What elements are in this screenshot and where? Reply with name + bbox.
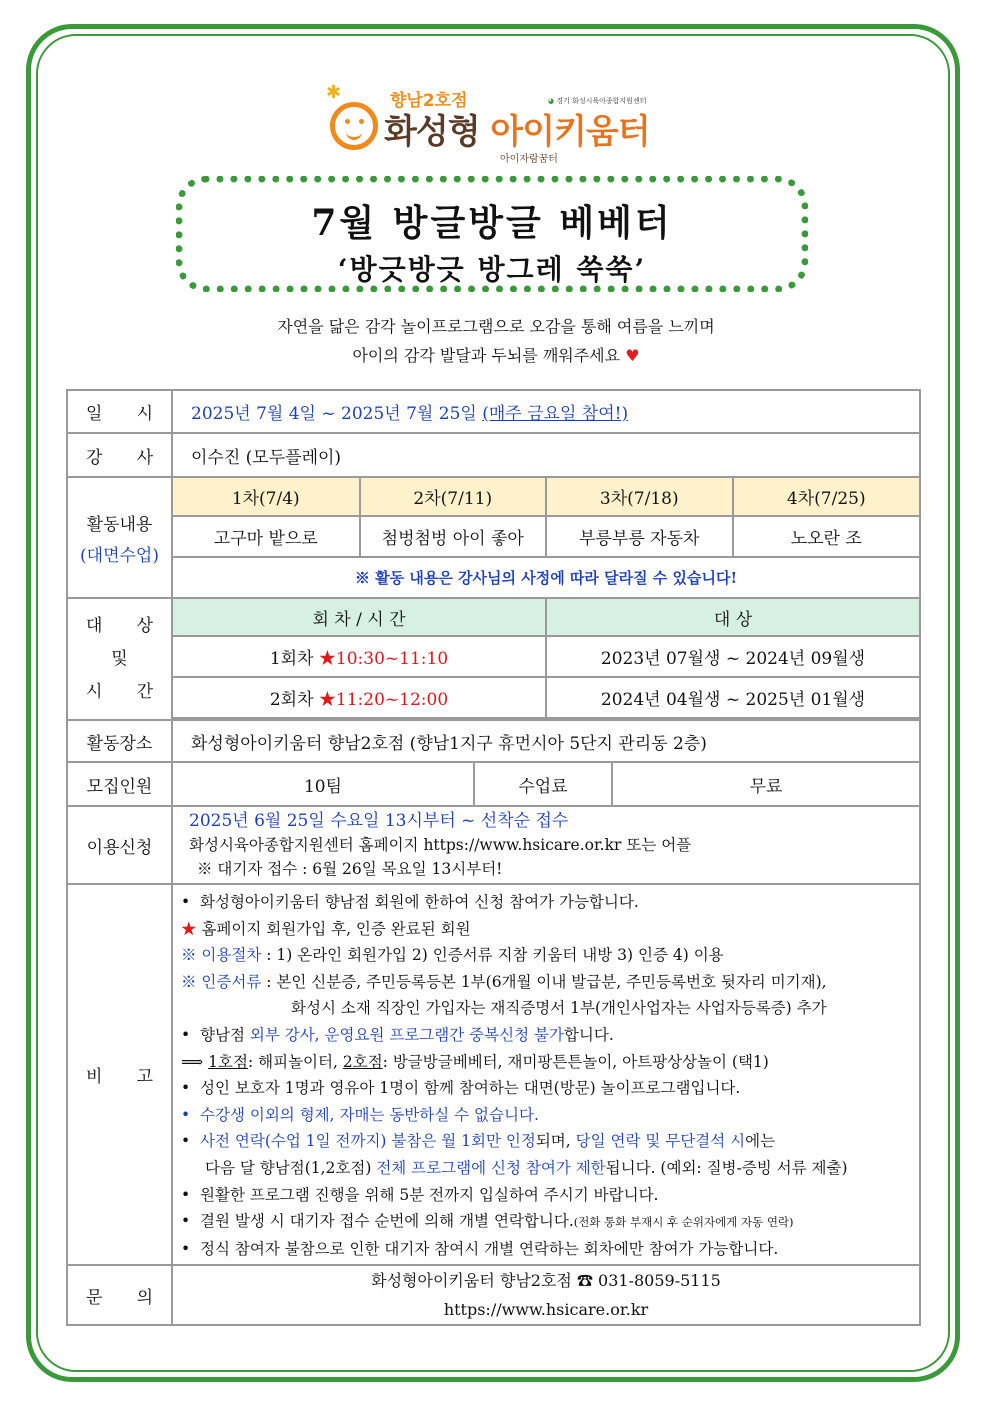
round-time: 2회차 ★11:20~12:00 [173, 677, 546, 718]
header-target: 대 상 [546, 599, 919, 636]
remark-item: • 정식 참여자 불참으로 인한 대기자 참여시 개별 연락하는 회차에만 참여가 가능합니다. [181, 1239, 779, 1258]
page-title: 7월 방글방글 베베터 [311, 202, 673, 244]
apply-waitlist: ※ 대기자 접수 : 6월 26일 목요일 13시부터! [197, 860, 503, 878]
smiley-face-icon [330, 102, 378, 150]
session-round: 3차(7/18) [546, 478, 733, 516]
remark-item: • 화성형아이키움터 향남점 회원에 한하여 신청 참여가 가능합니다. [181, 893, 639, 911]
remark-item: ⟹ 1호점: 해피놀이터, 2호점: 방글방글베베터, 재미팡튼튼놀이, 아트팡상상놀이 (택1) [181, 1052, 769, 1071]
instructor-value: 이수진 (모두플레이) [172, 433, 920, 477]
row-remarks [67, 884, 920, 1265]
row-schedule [67, 390, 920, 433]
session-round: 1차(7/4) [173, 478, 360, 516]
row-apply [67, 806, 920, 884]
title-box [176, 176, 808, 292]
star-icon: ★ [181, 919, 197, 938]
label-target: 대 상 및 시 간 [67, 598, 172, 720]
star-icon: ✱ [326, 82, 342, 103]
round-target: 2023년 07월생 ~ 2024년 09월생 [546, 636, 919, 677]
row-place [67, 720, 920, 762]
recruit-count: 10팀 [173, 763, 474, 805]
remark-item: • 사전 연락(수업 1일 전까지) 불참은 월 1회만 인정되며, 당일 연락 및 무단결석 시에는 [181, 1132, 776, 1151]
remark-item: • 원활한 프로그램 진행을 위해 5분 전까지 입실하여 주시기 바랍니다. [181, 1185, 659, 1204]
center-logo: ◕ 경기 화성시육아종합지원센터 [548, 97, 647, 105]
activities-notice: ※ 활동 내용은 강사님의 사정에 따라 달라질 수 있습니다! [354, 569, 738, 587]
intro-line-2: 아이의 감각 발달과 두뇌를 깨워주세요 ♥ [352, 346, 640, 365]
session-title: 고구마 밭으로 [173, 516, 360, 557]
remark-item: • 결원 발생 시 대기자 접수 순번에 의해 개별 연락합니다.(전화 통화 부재시 후 순위자에게 자동 연락) [181, 1212, 794, 1231]
session-round: 2차(7/11) [360, 478, 547, 516]
schedule-value: 2025년 7월 4일 ~ 2025년 7월 25일 (매주 금요일 참여!) [172, 390, 920, 433]
apply-method: 화성시육아종합지원센터 홈페이지 https://www.hsicare.or.kr 또는 어플 [189, 836, 692, 854]
page-subtitle: ‘방긋방긋 방그레 쑥쑥’ [337, 253, 647, 286]
star-icon: ★ [318, 649, 336, 669]
label-place: 활동장소 [67, 720, 172, 762]
round-target: 2024년 04월생 ~ 2025년 01월생 [546, 677, 919, 718]
row-target [67, 598, 920, 720]
label-recruit: 모집인원 [67, 762, 172, 806]
remark-item: • 성인 보호자 1명과 영유아 1명이 함께 참여하는 대면(방문) 놀이프로그램입니다. [181, 1079, 741, 1098]
apply-period: 2025년 6월 25일 수요일 13시부터 ~ 선착순 접수 [189, 811, 569, 831]
remark-item: ※ 인증서류 : 본인 신분증, 주민등록등본 1부(6개월 이내 발급분, 주민등록번호 뒷자리 미기재), [181, 972, 827, 991]
remark-item: • 수강생 이외의 형제, 자매는 동반하실 수 없습니다. [181, 1105, 539, 1124]
logo-branch: 향남2호점 [390, 91, 468, 111]
label-remarks: 비 고 [67, 884, 172, 1265]
logo-name: 화성형 아이키움터 [384, 112, 650, 152]
arrow-icon: ⟹ [181, 1052, 204, 1071]
logo-subtitle: 아이자람꿈터 [500, 154, 558, 165]
remark-item: ※ 이용절차 : 1) 온라인 회원가입 2) 인증서류 지참 키움터 내방 3) 인증 4) 이용 [181, 946, 724, 965]
target-table [173, 599, 919, 719]
row-activities [67, 477, 920, 598]
star-icon: ★ [318, 690, 336, 710]
recruit-table [173, 763, 919, 805]
center-logo-icon: ◕ [548, 97, 555, 105]
session-title: 노오란 조 [733, 516, 920, 557]
activities-table [173, 478, 919, 597]
label-instructor: 강 사 [67, 433, 172, 477]
remark-item: ★ 홈페이지 회원가입 후, 인증 완료된 회원 [181, 919, 471, 938]
fee-label: 수업료 [474, 763, 612, 805]
heart-icon: ♥ [625, 346, 640, 365]
info-table [66, 389, 921, 1326]
contact-phone: 화성형아이키움터 향남2호점 ☎ 031-8059-5115 [371, 1271, 721, 1291]
header-round-time: 회 차 / 시 간 [173, 599, 546, 636]
remarks-list [172, 884, 920, 1265]
session-round: 4차(7/25) [733, 478, 920, 516]
place-value: 화성형아이키움터 향남2호점 (향남1지구 휴먼시아 5단지 관리동 2층) [172, 720, 920, 762]
intro-line-1: 자연을 닮은 감각 놀이프로그램으로 오감을 통해 여름을 느끼며 [277, 317, 715, 336]
remark-item: 화성시 소재 직장인 가입자는 재직증명서 1부(개인사업자는 사업자등록증) 추가 [291, 999, 827, 1018]
round-time: 1회차 ★10:30~11:10 [173, 636, 546, 677]
label-apply: 이용신청 [67, 806, 172, 884]
session-title: 첨벙첨벙 아이 좋아 [360, 516, 547, 557]
remark-item: • 향남점 외부 강사, 운영요원 프로그램간 중복신청 불가합니다. [181, 1025, 614, 1044]
row-recruit [67, 762, 920, 806]
label-schedule: 일 시 [67, 390, 172, 433]
contact-info [172, 1265, 920, 1325]
fee-value: 무료 [612, 763, 919, 805]
contact-url[interactable]: https://www.hsicare.or.kr [443, 1300, 649, 1320]
row-instructor [67, 433, 920, 477]
session-title: 부릉부릉 자동차 [546, 516, 733, 557]
label-activities: 활동내용 (대면수업) [67, 477, 172, 598]
row-contact [67, 1265, 920, 1325]
remark-item: 다음 달 향남점(1,2호점) 전체 프로그램에 신청 참여가 제한됩니다. (예외: 질병-증빙 서류 제출) [205, 1158, 848, 1177]
label-contact: 문 의 [67, 1265, 172, 1325]
